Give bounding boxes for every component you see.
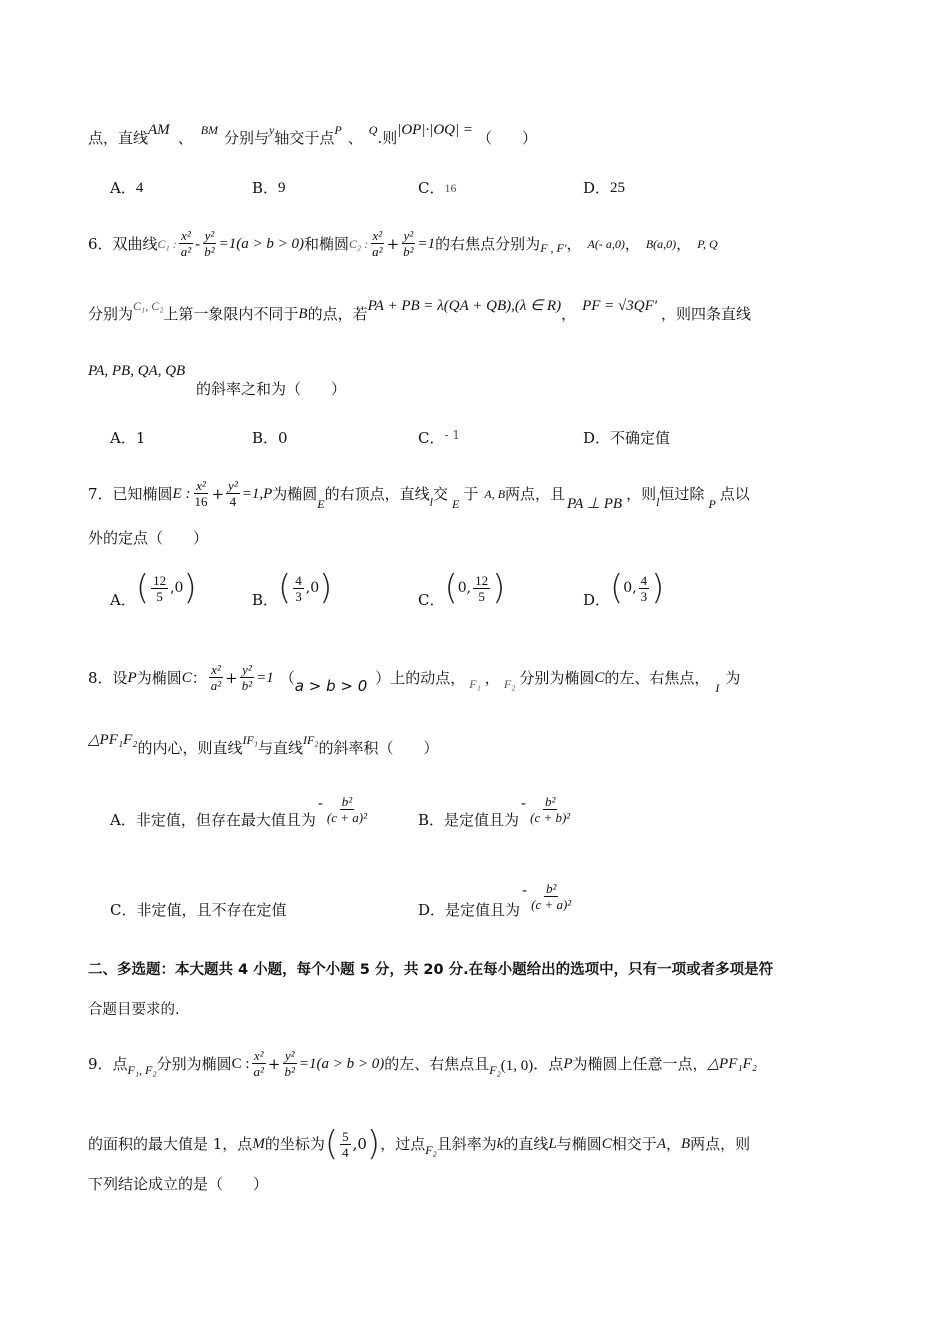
text: 、 [177, 129, 193, 147]
option-label: D． [583, 179, 611, 197]
q6-option-b [252, 428, 288, 448]
math-foci: F , F′ [540, 240, 567, 255]
math-lines: PA, PB, QA, QB [88, 363, 186, 379]
option-value: 0 [278, 429, 288, 447]
text: 于 [463, 484, 479, 503]
text: 上第一象限内不同于 [163, 305, 299, 323]
fraction [293, 573, 304, 604]
fraction [240, 662, 254, 693]
text: 两点，且 [505, 484, 566, 503]
section-title: 二、多选题：本大题共 4 小题，每个小题 5 分，共 20 分.在每小题给出的选项中，只有一项或者多项是符 [88, 962, 774, 978]
operator: - [195, 234, 201, 253]
paren-left: ( [444, 568, 458, 608]
math-C: C [601, 1136, 612, 1152]
math-k: k [496, 1136, 504, 1152]
text: 为椭圆上任意一点， [572, 1054, 708, 1073]
text: 的左、右焦点且 [384, 1054, 490, 1073]
math: 0, [457, 580, 472, 596]
math-C: C : [231, 1055, 250, 1072]
text: 点以 [719, 484, 750, 503]
denominator: b² [241, 678, 253, 693]
numerator: x² [253, 1048, 264, 1063]
fraction [529, 881, 573, 912]
numerator: y² [403, 228, 414, 243]
operator: - [317, 794, 323, 812]
numerator: 12 [475, 572, 489, 588]
answer-blank: （ ） [476, 129, 537, 147]
text: 和椭圆 [303, 234, 349, 253]
denominator: a² [253, 1064, 264, 1079]
numerator: x² [196, 478, 206, 493]
numerator: b² [545, 880, 557, 896]
fraction [209, 662, 223, 693]
text: 下列结论成立的是（ ） [88, 1175, 269, 1193]
text: 外的定点（ ） [88, 529, 209, 547]
q5-option-c [418, 178, 456, 198]
text: 与椭圆 [556, 1135, 602, 1153]
option-value: - 1 [444, 428, 460, 442]
fraction [473, 573, 490, 604]
fraction [179, 228, 193, 259]
q8-option-c [110, 900, 286, 920]
math-F2: F₂ [425, 1143, 437, 1157]
fraction [639, 573, 650, 604]
numerator: x² [181, 228, 191, 243]
math-pf: PF = √3QF′ [582, 298, 658, 314]
text: 分别为椭圆 [156, 1054, 232, 1073]
numerator: 5 [342, 1128, 349, 1144]
math-eq: =1, [241, 485, 264, 502]
text: 、 [347, 129, 363, 147]
math-l: l [656, 494, 660, 509]
math-I: I [715, 680, 720, 695]
math-condition: a > b > 0 [294, 676, 368, 695]
denominator: b² [284, 1064, 295, 1079]
option-label: D． [583, 429, 611, 447]
math-condition: =1(a > b > 0) [218, 235, 304, 252]
question-number: 8．设 [88, 668, 128, 687]
q8-option-a [110, 788, 371, 830]
text: ，则四条直线 [661, 305, 752, 323]
q6-stem-line3 [88, 362, 346, 398]
fraction [401, 228, 415, 259]
q5-option-b [252, 178, 286, 198]
denominator: (c + a)² [326, 809, 368, 825]
numerator: 4 [640, 572, 648, 588]
math-F2: F₂ [489, 1062, 501, 1077]
math: ,0 [170, 580, 184, 596]
q7-stem-line1 [88, 478, 750, 512]
math-BM: BM [200, 123, 219, 137]
text: 分别与 [224, 129, 270, 147]
math-F1: F₁ [469, 676, 481, 691]
option-value: 4 [135, 180, 144, 196]
q6-option-d [583, 428, 670, 448]
operator: + [211, 484, 225, 503]
text: 轴交于点 [274, 129, 335, 147]
operator: + [225, 668, 238, 687]
numerator: y² [228, 478, 238, 493]
math-E: E : [172, 485, 191, 502]
text: ， [624, 234, 640, 253]
text: 点，直线 [88, 129, 149, 147]
q8-stem-line1 [88, 662, 740, 693]
operator: - [522, 881, 528, 899]
text: ，则 [626, 484, 657, 503]
paren-left: ( [324, 1124, 339, 1164]
paren-right: ) [183, 568, 197, 608]
math-F2: F₂ [503, 676, 516, 691]
math-P: P [708, 496, 716, 511]
text: 的内心，则直线 [137, 739, 243, 757]
option-label: B． [252, 179, 279, 197]
option-label: A． [110, 179, 136, 197]
q7-option-d [583, 566, 664, 610]
text: 的直线 [503, 1135, 549, 1153]
numerator: b² [544, 793, 556, 809]
math: 0, [623, 580, 637, 596]
q6-stem-line2 [88, 298, 752, 324]
option-label: C． [418, 591, 445, 609]
math-L: L [548, 1136, 557, 1152]
text: ）上的动点， [375, 668, 466, 687]
option-label: C． [418, 429, 445, 447]
option-label: D． [583, 591, 611, 609]
fraction [202, 228, 216, 259]
denominator: 16 [194, 494, 208, 509]
text: ， [665, 1135, 681, 1153]
text: ， [566, 234, 582, 253]
option-value: 1 [135, 429, 146, 447]
q6-stem-line1 [88, 228, 718, 259]
text: 分别为 [88, 305, 134, 323]
option-label: B． [252, 591, 279, 609]
q5-stem [88, 122, 537, 148]
denominator: a² [180, 244, 192, 259]
numerator: b² [341, 793, 353, 809]
denominator: 5 [478, 588, 485, 604]
math-AB: A, B [484, 486, 506, 501]
math-E: E [317, 496, 325, 511]
paren-right: ) [492, 568, 506, 608]
math-IF1: IF₁ [242, 733, 258, 747]
text: 与直线 [257, 739, 303, 757]
math-C1: C₁ : [157, 236, 177, 251]
math-C2: C₂ : [348, 236, 369, 251]
math-condition: =1(a > b > 0) [298, 1055, 385, 1072]
numerator: y² [204, 228, 215, 243]
section-heading [88, 960, 773, 980]
math-eq: =1 [256, 669, 274, 686]
text: （ [279, 668, 295, 687]
math-product: |OP|·|OQ| = [397, 122, 473, 138]
paren-left: ( [610, 568, 624, 608]
q8-stem-line2 [88, 732, 439, 758]
math-P: P [127, 669, 137, 686]
q7-option-a [110, 566, 197, 610]
math-A: A(- a,0) [587, 236, 625, 251]
math-perp: PA ⊥ PB [567, 495, 623, 512]
text: 的面积的最大值是 1，点 [88, 1135, 253, 1153]
math-AM: AM [148, 122, 170, 138]
q5-option-a [110, 178, 143, 198]
text: 相交于 [611, 1135, 657, 1153]
math-B: B(a,0) [645, 236, 677, 251]
text: 的斜率积（ ） [318, 739, 439, 757]
denominator: 3 [295, 588, 302, 604]
operator: + [386, 234, 400, 253]
text: 为椭圆 [136, 668, 182, 687]
fraction [151, 573, 168, 604]
denominator: 3 [640, 588, 648, 604]
numerator: y² [284, 1048, 295, 1063]
math: ,0 [305, 580, 320, 596]
math: ,0 [352, 1135, 367, 1153]
text: .则 [377, 129, 398, 147]
math-M: M [252, 1136, 265, 1152]
denominator: a² [372, 244, 383, 259]
math-eq: =1 [417, 235, 436, 252]
denominator: 4 [342, 1144, 349, 1160]
section-heading-line2 [88, 1000, 180, 1020]
question-number: 9．点 [88, 1054, 128, 1073]
math-y: y [269, 123, 275, 137]
q8-option-b [418, 788, 574, 830]
numerator: y² [242, 662, 252, 677]
math-triangle: △PF₁F₂ [707, 1055, 757, 1072]
q9-stem-line3 [88, 1174, 268, 1194]
text: 的点，若 [307, 305, 368, 323]
q8-option-d [418, 872, 575, 920]
math-P: P [563, 1055, 573, 1072]
math-triangle: △PF₁F₂ [88, 732, 138, 748]
math-A: A [656, 1136, 666, 1152]
denominator: (c + b)² [530, 809, 571, 825]
numerator: x² [372, 228, 383, 243]
fraction [325, 794, 369, 825]
math-l: l [429, 494, 433, 509]
operator: + [267, 1054, 281, 1073]
text: ， [561, 305, 577, 323]
numerator: x² [211, 662, 221, 677]
option-value: 9 [278, 180, 286, 196]
text: 分别为椭圆 [519, 668, 595, 687]
fraction [192, 478, 209, 509]
math-IF2: IF₂ [302, 733, 319, 747]
text: 恒过除 [659, 484, 705, 503]
q6-option-a [110, 428, 145, 448]
q7-option-c [418, 566, 505, 610]
text: 为 [725, 668, 741, 687]
math-B: B [298, 306, 308, 322]
math-B: B [681, 1136, 691, 1152]
q9-stem-line2 [88, 1124, 750, 1164]
text: 的斜率之和为（ ） [196, 380, 347, 398]
denominator: (c + a)² [531, 896, 572, 912]
option-value: 16 [444, 181, 457, 195]
fraction [252, 1048, 266, 1079]
option-text: C．非定值，且不存在定值 [110, 901, 287, 919]
question-number: 6．双曲线 [88, 234, 158, 253]
text: 的右焦点分别为 [435, 234, 541, 253]
paren-left: ( [135, 568, 150, 608]
math-point: (1, 0) [500, 1057, 534, 1074]
option-text: B．是定值且为 [418, 811, 520, 829]
text: 的右顶点，直线 [324, 484, 430, 503]
math-P: P [334, 123, 342, 137]
operator: - [521, 794, 527, 812]
denominator: 4 [229, 494, 237, 509]
fraction [226, 478, 240, 509]
question-number: 7．已知椭圆 [88, 484, 173, 503]
q6-option-c [418, 428, 460, 448]
option-label: B． [252, 429, 279, 447]
text: ．点 [533, 1054, 564, 1073]
option-value: 25 [610, 180, 626, 196]
math-C1C2: C₁, C₂ [133, 299, 164, 313]
math-F1F2: F₁, F₂ [127, 1062, 157, 1077]
fraction [370, 228, 384, 259]
numerator: 4 [295, 572, 302, 588]
text: ， [676, 234, 692, 253]
text: 的左、右焦点， [604, 668, 710, 687]
fraction [528, 794, 572, 825]
q7-stem-line2 [88, 528, 208, 548]
fraction [283, 1048, 297, 1079]
option-text: D．是定值且为 [418, 901, 521, 919]
option-label: C． [418, 179, 445, 197]
denominator: 5 [156, 588, 163, 604]
math-PQ: P, Q [697, 236, 718, 251]
math-Q: Q [368, 123, 378, 137]
denominator: b² [403, 244, 414, 259]
q5-option-d [583, 178, 625, 198]
paren-right: ) [366, 1124, 381, 1164]
text: 为椭圆 [272, 484, 318, 503]
text: 两点，则 [690, 1135, 751, 1153]
math-vector-eq: PA + PB = λ(QA + QB),(λ ∈ R) [367, 298, 562, 314]
paren-right: ) [651, 568, 665, 608]
option-value: 不确定值 [610, 429, 671, 447]
option-text: A．非定值，但存在最大值且为 [110, 811, 316, 829]
paren-right: ) [319, 568, 333, 608]
q7-option-b [252, 566, 332, 610]
text: ， [484, 668, 500, 687]
paren-left: ( [278, 568, 292, 608]
option-label: A． [110, 591, 136, 609]
section-title: 合题目要求的. [88, 1002, 180, 1018]
text: ，过点 [380, 1135, 426, 1153]
math-P: P [263, 485, 273, 502]
option-label: A． [110, 429, 136, 447]
text: ： [191, 668, 207, 687]
math-C: C [181, 669, 192, 686]
fraction [340, 1129, 351, 1160]
numerator: 12 [153, 572, 167, 588]
denominator: b² [204, 244, 215, 259]
math-E: E [452, 496, 460, 511]
denominator: a² [210, 678, 222, 693]
text: 的坐标为 [264, 1135, 325, 1153]
q9-stem-line1 [88, 1048, 757, 1079]
math-C: C [594, 669, 605, 686]
text: 且斜率为 [436, 1135, 497, 1153]
text: 交 [432, 484, 448, 503]
